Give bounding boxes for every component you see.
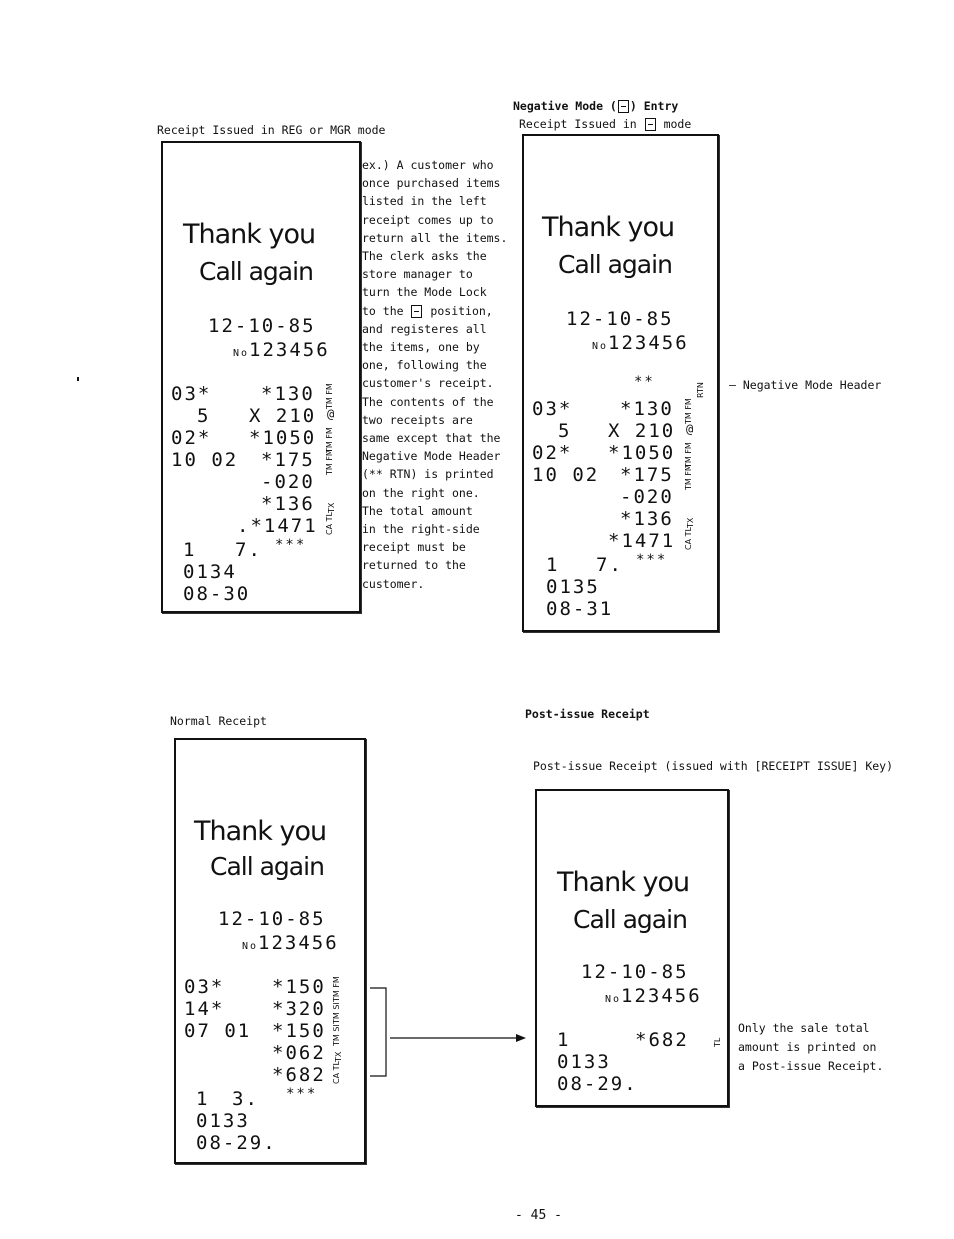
explanation-line: Negative Mode Header — [362, 449, 501, 464]
item-count-value: 7. — [596, 554, 623, 576]
minus-key-icon — [645, 118, 656, 131]
negative-mode-subtitle — [519, 117, 691, 131]
receipt-negative-mode — [522, 134, 719, 632]
item-line-1-right: *150 — [272, 976, 326, 998]
item-line-6-symbol: TX — [686, 517, 695, 528]
consecutive-number: 0135 — [546, 576, 600, 598]
item-line-1-left: 03* — [171, 383, 212, 405]
consecutive-number: 0134 — [183, 561, 237, 583]
explanation-line: The total amount — [362, 503, 473, 518]
note-line: Only the sale total — [738, 1021, 870, 1035]
item-line-6-symbol: TX — [327, 502, 336, 513]
clerk-time: 08-29. — [557, 1073, 638, 1095]
item-line-2-symbol: @ — [686, 422, 694, 436]
item-count-value: 3. — [232, 1088, 259, 1110]
item-line-1-left: 03* — [184, 976, 225, 998]
explanation-line: receipt must be — [362, 540, 466, 555]
explanation-line: store manager to — [362, 267, 473, 282]
minus-key-icon — [411, 305, 422, 318]
item-count: 1 — [196, 1088, 210, 1110]
thank-you-text: Thank you — [183, 219, 316, 250]
item-line-1-symbol: TM FM — [325, 383, 334, 409]
explanation-line: The clerk asks the — [362, 249, 487, 264]
stars: *** — [636, 552, 668, 568]
total-line: *682 — [635, 1029, 689, 1051]
total-line: .*1471 — [237, 515, 318, 537]
post-issue-note — [738, 1019, 883, 1076]
total-symbol: TL — [713, 1037, 722, 1047]
explanation-text — [362, 156, 507, 593]
item-line-4-symbol: TM FM — [325, 449, 334, 475]
store-number-value: 123456 — [249, 339, 330, 361]
call-again-text: Call again — [210, 852, 324, 881]
clerk-time: 08-31 — [546, 598, 614, 620]
explanation-line: listed in the left — [362, 194, 487, 209]
consecutive-number: 0133 — [557, 1051, 611, 1073]
item-count: 1 — [557, 1029, 571, 1051]
minus-key-icon — [618, 100, 629, 113]
store-number-value: 123456 — [258, 932, 339, 954]
explanation-line: two receipts are — [362, 412, 473, 427]
negative-mode-subtitle-text: Receipt Issued in — [519, 117, 637, 131]
explanation-line: one, following the — [362, 358, 487, 373]
explanation-line: and registeres all — [362, 321, 487, 336]
store-number: No123456 — [233, 339, 330, 361]
receipt-normal — [174, 738, 366, 1164]
item-line-3-left: 02* — [532, 442, 573, 464]
normal-receipt-caption: Normal Receipt — [170, 714, 267, 728]
item-line-6-right: *136 — [261, 493, 315, 515]
receipt-reg-mode — [161, 141, 361, 613]
item-line-4-symbol: TX — [334, 1051, 343, 1062]
item-line-3-symbol: TM FM — [684, 442, 693, 468]
item-line-3-right: *150 — [272, 1020, 326, 1042]
stars: *** — [275, 537, 307, 553]
item-line-2-right: X 210 — [608, 420, 676, 442]
consecutive-number: 0133 — [196, 1110, 250, 1132]
item-line-5-right: -020 — [261, 471, 315, 493]
negative-header-callout: — Negative Mode Header — [729, 378, 882, 392]
item-line-4-left: 10 02 — [171, 449, 239, 471]
item-line-2-left: 5 — [197, 405, 211, 427]
item-line-2-right: *320 — [272, 998, 326, 1020]
total-symbol: CA TL — [684, 527, 693, 550]
item-count: 1 — [183, 539, 197, 561]
explanation-line: on the right one. — [362, 485, 480, 500]
call-again-text: Call again — [558, 250, 672, 279]
item-line-2-left: 14* — [184, 998, 225, 1020]
clerk-time: 08-30 — [183, 583, 251, 605]
negative-mode-title-text: Negative Mode ( — [513, 99, 617, 113]
item-line-3-right: *1050 — [608, 442, 676, 464]
date-text: 12-10-85 — [208, 315, 316, 337]
explanation-line — [362, 302, 507, 320]
total-line: *682 — [272, 1064, 326, 1086]
item-line-3-left: 02* — [171, 427, 212, 449]
explanation-line: turn the Mode Lock — [362, 285, 487, 300]
explanation-line: receipt comes up to — [362, 212, 494, 227]
item-line-6-right: *136 — [620, 508, 674, 530]
negative-header-symbol: RTN — [696, 382, 705, 398]
page-number: - 45 - — [515, 1208, 562, 1223]
item-line-3-left: 07 01 — [184, 1020, 252, 1042]
call-again-text: Call again — [573, 905, 687, 934]
note-line: a Post-issue Receipt. — [738, 1059, 884, 1073]
item-line-1-right: *130 — [620, 398, 674, 420]
item-count: 1 — [546, 554, 560, 576]
call-again-text: Call again — [199, 257, 313, 286]
post-issue-subtitle: Post-issue Receipt (issued with [RECEIPT ISSUE] Key) — [533, 759, 894, 773]
item-line-3-symbol: TM SI — [332, 1024, 341, 1046]
explanation-line: customer. — [362, 576, 425, 591]
clerk-time: 08-29. — [196, 1132, 277, 1154]
item-count-value: 7. — [235, 539, 262, 561]
item-line-2-right: X 210 — [249, 405, 317, 427]
total-line: *1471 — [608, 530, 676, 552]
thank-you-text: Thank you — [542, 212, 675, 243]
store-number-value: 123456 — [608, 332, 689, 354]
item-line-3-symbol: TM FM — [325, 427, 334, 453]
negative-mode-subtitle-end: mode — [663, 117, 692, 131]
item-line-2-left: 5 — [558, 420, 572, 442]
negative-mode-header: ** — [634, 374, 655, 390]
explanation-line: returned to the — [362, 558, 466, 573]
store-number-value: 123456 — [621, 985, 702, 1007]
item-line-4-right: *062 — [272, 1042, 326, 1064]
negative-mode-title — [513, 99, 678, 113]
store-number: No123456 — [592, 332, 689, 354]
stars: *** — [286, 1086, 318, 1102]
post-issue-title: Post-issue Receipt — [525, 707, 650, 721]
item-line-1-right: *130 — [261, 383, 315, 405]
item-line-2-symbol: @ — [327, 407, 335, 421]
explanation-fragment: to the — [362, 303, 404, 318]
store-number: No123456 — [605, 985, 702, 1007]
item-line-1-symbol: TM FM — [332, 976, 341, 1002]
explanation-line: The contents of the — [362, 394, 494, 409]
explanation-line: customer's receipt. — [362, 376, 494, 391]
reg-receipt-caption: Receipt Issued in REG or MGR mode — [157, 123, 386, 137]
negative-mode-title-end: ) Entry — [629, 99, 679, 113]
explanation-line: same except that the — [362, 431, 501, 446]
explanation-fragment: position, — [430, 303, 493, 318]
date-text: 12-10-85 — [218, 908, 326, 930]
date-text: 12-10-85 — [581, 961, 689, 983]
note-line: amount is printed on — [738, 1040, 877, 1054]
bracket-arrow — [360, 980, 530, 1080]
item-line-3-right: *1050 — [249, 427, 317, 449]
thank-you-text: Thank you — [557, 867, 690, 898]
item-line-1-left: 03* — [532, 398, 573, 420]
store-number: No123456 — [242, 932, 339, 954]
item-line-4-symbol: TM FM — [684, 464, 693, 490]
thank-you-text: Thank you — [194, 816, 327, 847]
explanation-line: return all the items. — [362, 230, 508, 245]
item-line-4-left: 10 02 — [532, 464, 600, 486]
explanation-line: in the right-side — [362, 522, 480, 537]
total-symbol: CA TL — [325, 512, 334, 535]
receipt-post-issue — [535, 789, 729, 1107]
item-line-4-right: *175 — [620, 464, 674, 486]
explanation-line: the items, one by — [362, 340, 480, 355]
explanation-line: ex.) A customer who — [362, 158, 494, 172]
date-text: 12-10-85 — [566, 308, 674, 330]
total-symbol: CA TL — [332, 1061, 341, 1084]
bullet-mark — [77, 377, 79, 381]
item-line-1-symbol: TM FM — [684, 398, 693, 424]
explanation-line: (** RTN) is printed — [362, 467, 494, 482]
item-line-4-right: *175 — [261, 449, 315, 471]
item-line-5-right: -020 — [620, 486, 674, 508]
item-line-2-symbol: TM SI — [332, 1002, 341, 1024]
explanation-line: once purchased items — [362, 176, 501, 191]
